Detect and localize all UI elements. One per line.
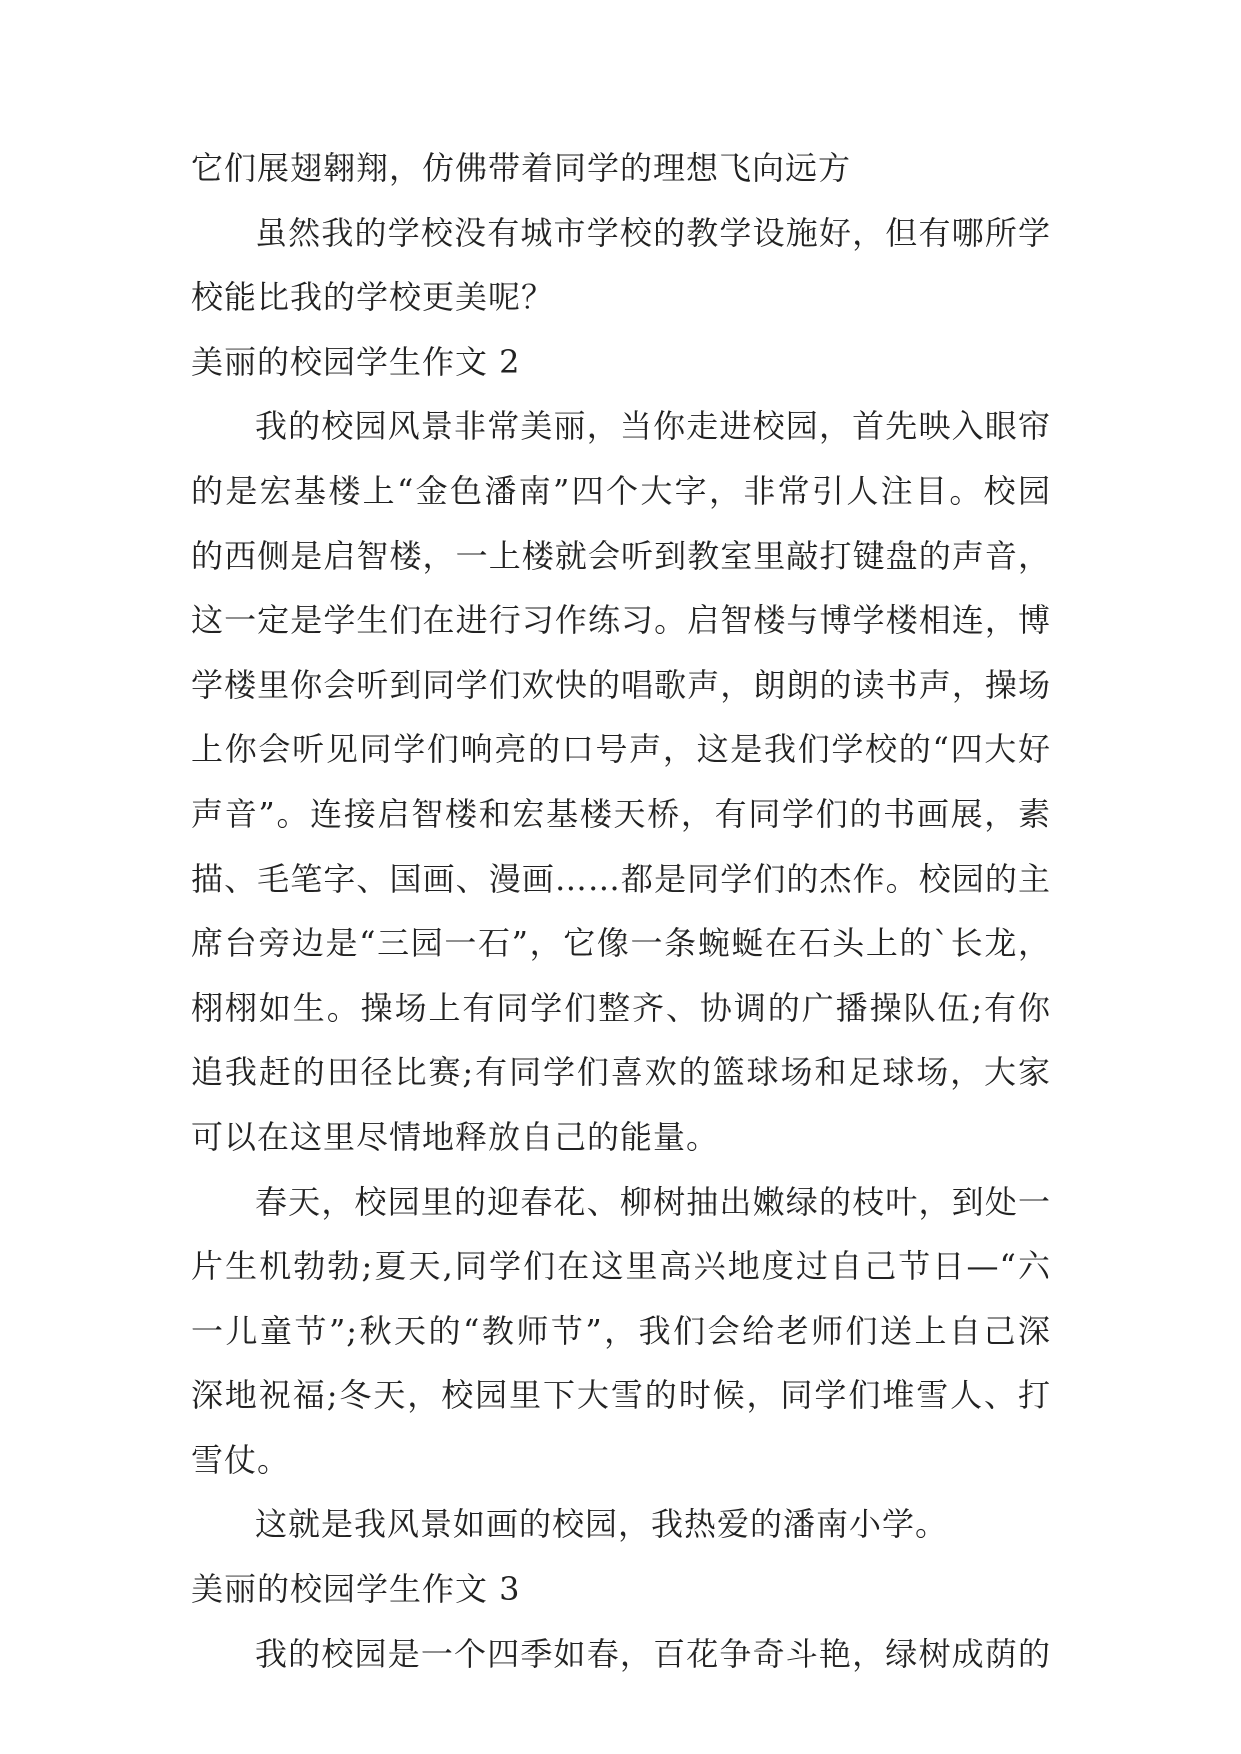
text-line: 雪仗。: [191, 1440, 291, 1479]
text-line: 春天，校园里的迎春花、柳树抽出嫩绿的枝叶，到处一: [255, 1182, 1051, 1221]
text-line: 学楼里你会听到同学们欢快的唱歌声，朗朗的读书声，操场: [191, 665, 1051, 704]
text-line: 深地祝福;冬天，校园里下大雪的时候，同学们堆雪人、打: [191, 1376, 1051, 1415]
section-heading: 美丽的校园学生作文 2: [191, 342, 521, 381]
text-line: 我的校园风景非常美丽，当你走进校园，首先映入眼帘: [255, 407, 1051, 446]
text-line: 席台旁边是“三园一石”，它像一条蜿蜒在石头上的`长龙，: [191, 924, 1051, 963]
text-line: 声音”。连接启智楼和宏基楼天桥，有同学们的书画展，素: [191, 794, 1051, 833]
text-line: 可以在这里尽情地释放自己的能量。: [191, 1117, 720, 1156]
text-line: 描、毛笔字、国画、漫画……都是同学们的杰作。校园的主: [191, 859, 1051, 898]
text-line: 的西侧是启智楼，一上楼就会听到教室里敲打键盘的声音，: [191, 536, 1051, 575]
text-line: 校能比我的学校更美呢？: [191, 278, 555, 317]
text-line: 片生机勃勃;夏天,同学们在这里高兴地度过自己节日—“六: [191, 1247, 1051, 1286]
text-line: 追我赶的田径比赛;有同学们喜欢的篮球场和足球场，大家: [191, 1053, 1051, 1092]
text-line: 这一定是学生们在进行习作练习。启智楼与博学楼相连，博: [191, 601, 1051, 640]
section-heading: 美丽的校园学生作文 3: [191, 1570, 521, 1609]
text-line: 我的校园是一个四季如春，百花争奇斗艳，绿树成荫的: [255, 1634, 1051, 1673]
text-line: 虽然我的学校没有城市学校的教学设施好，但有哪所学: [255, 213, 1051, 252]
text-line: 一儿童节”;秋天的“教师节”，我们会给老师们送上自己深: [191, 1311, 1051, 1350]
text-line: 的是宏基楼上“金色潘南”四个大字，非常引人注目。校园: [191, 471, 1051, 510]
text-line: 它们展翅翱翔，仿佛带着同学的理想飞向远方: [191, 149, 852, 187]
text-line: 栩栩如生。操场上有同学们整齐、协调的广播操队伍;有你: [191, 988, 1051, 1027]
document-body: [191, 136, 1051, 1686]
text-line: 这就是我风景如画的校园，我热爱的潘南小学。: [255, 1505, 949, 1544]
text-line: 上你会听见同学们响亮的口号声，这是我们学校的“四大好: [191, 730, 1051, 769]
